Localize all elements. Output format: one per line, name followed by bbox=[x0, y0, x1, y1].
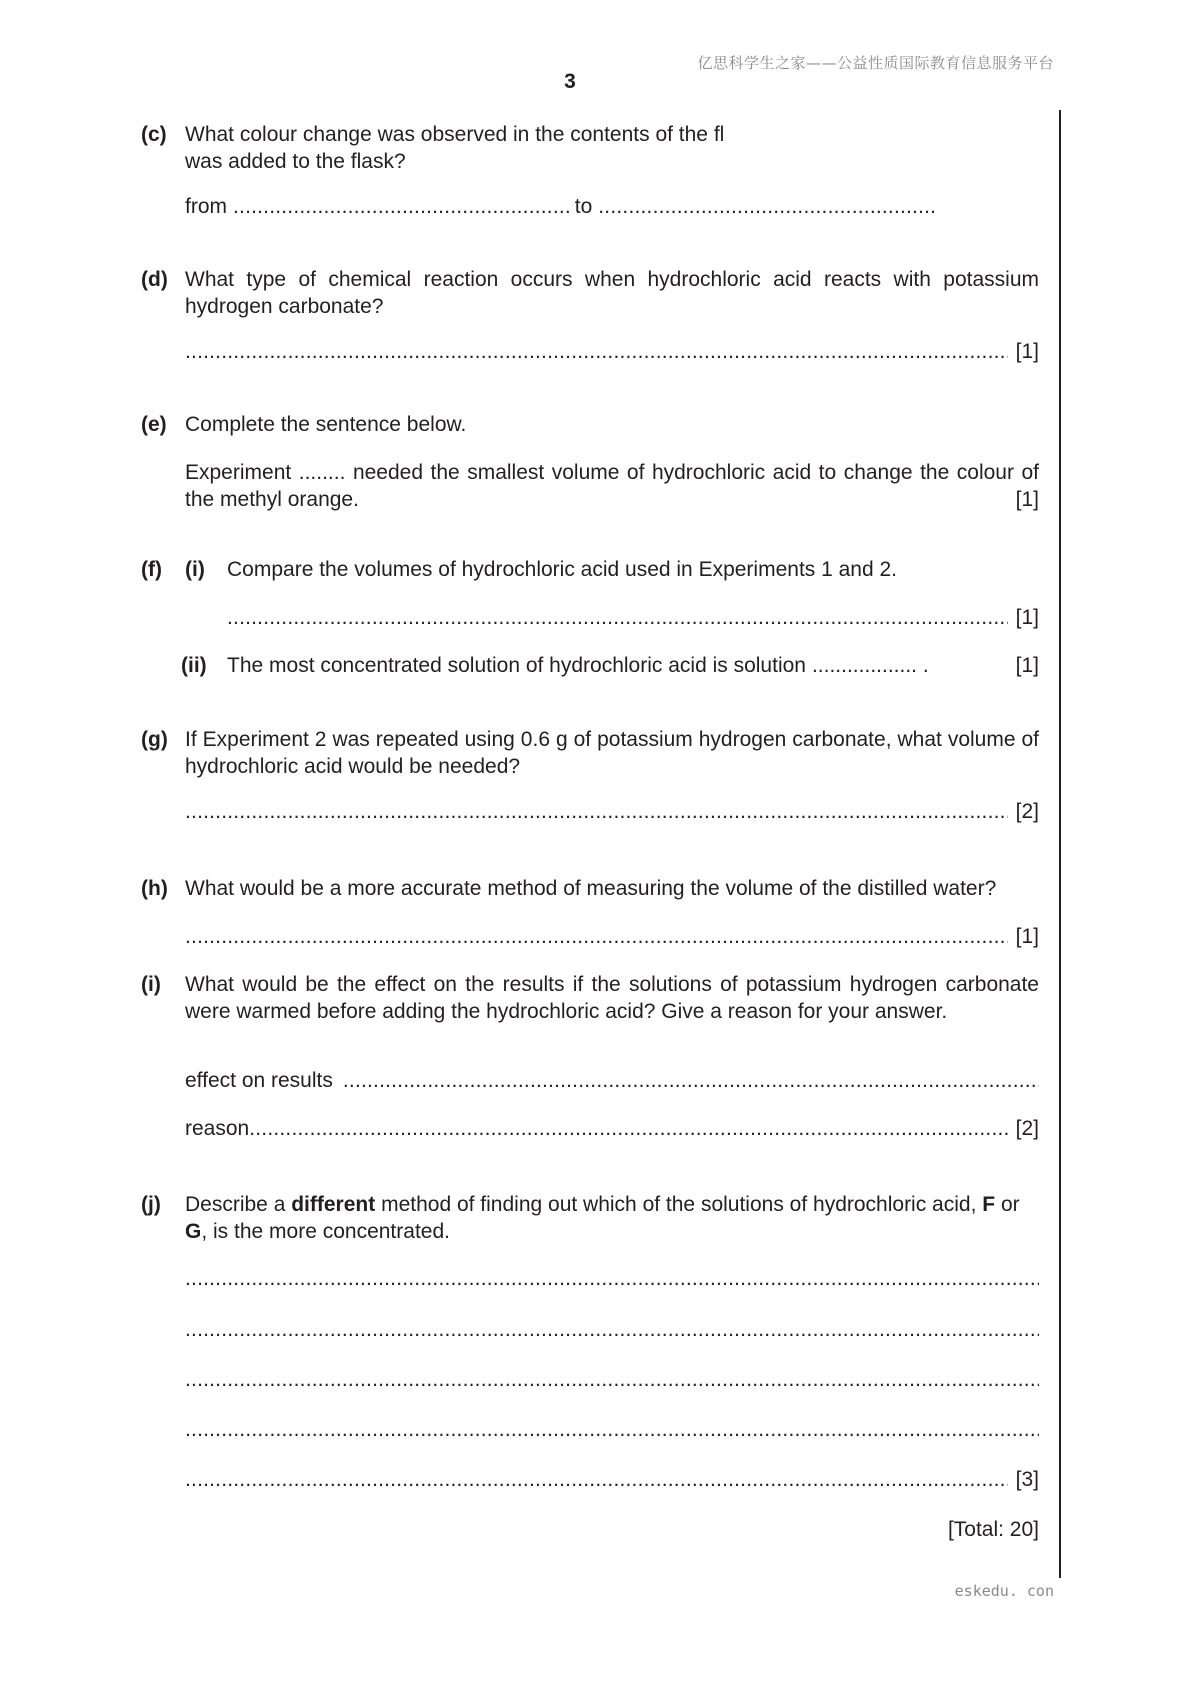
answer-line-from[interactable] bbox=[233, 193, 569, 220]
marks: [3] bbox=[1015, 1468, 1039, 1491]
answer-line[interactable] bbox=[343, 1067, 1039, 1094]
question-text: Describe a different method of finding out which of the solutions of hydrochloric acid, F or G, is the more concentrated. bbox=[185, 1193, 1020, 1243]
question-label: (d) bbox=[141, 268, 168, 291]
sub-question-label: (ii) bbox=[181, 654, 207, 677]
marks: [2] bbox=[1015, 800, 1039, 823]
total-marks: [Total: 20] bbox=[947, 1518, 1039, 1541]
answer-row bbox=[185, 1416, 1039, 1443]
answer-line[interactable] bbox=[185, 338, 1008, 365]
question-text: Complete the sentence below. bbox=[185, 413, 467, 436]
question-f bbox=[141, 556, 1039, 686]
question-h bbox=[141, 875, 1039, 948]
answer-row bbox=[185, 1316, 1039, 1343]
answer-row bbox=[185, 338, 1039, 365]
reason-answer-row: reason ..... [2] bbox=[185, 1115, 1039, 1142]
marks: [2] bbox=[1015, 1117, 1039, 1140]
question-text: What colour change was observed in the contents of the fl was added to the flask? bbox=[185, 123, 725, 173]
colour-change-answer: from ..... to ..... bbox=[185, 193, 934, 220]
watermark-top: 亿思科学生之家——公益性质国际教育信息服务平台 bbox=[697, 54, 1054, 72]
question-text: Compare the volumes of hydrochloric acid used in Experiments 1 and 2. bbox=[227, 558, 898, 581]
answer-blank[interactable]: ........ bbox=[298, 461, 346, 484]
question-label: (h) bbox=[141, 877, 168, 900]
answer-line[interactable] bbox=[185, 798, 1008, 825]
answer-row bbox=[185, 1466, 1039, 1493]
answer-row bbox=[185, 798, 1039, 825]
margin-line bbox=[1059, 110, 1061, 1578]
question-label: (e) bbox=[141, 413, 167, 436]
sentence-completion: Experiment ........ needed the smallest volume of hydrochloric acid to change the colour of the methyl orange. bbox=[185, 461, 1039, 511]
answer-blank[interactable]: .................. . bbox=[811, 654, 929, 677]
answer-row: The most concentrated solution of hydrochloric acid is solution .................. . [1] bbox=[227, 654, 1039, 677]
marks: [1] bbox=[1015, 488, 1039, 511]
answer-line[interactable] bbox=[185, 1416, 1039, 1443]
marks: [1] bbox=[1015, 654, 1039, 677]
answer-line[interactable] bbox=[185, 1316, 1039, 1343]
question-label: (j) bbox=[141, 1193, 161, 1216]
answer-line-to[interactable] bbox=[598, 193, 934, 220]
answer-line[interactable] bbox=[227, 604, 1008, 631]
answer-line[interactable] bbox=[185, 923, 1008, 950]
answer-line[interactable] bbox=[185, 1366, 1039, 1393]
marks-row bbox=[185, 486, 1039, 513]
marks: [1] bbox=[1015, 340, 1039, 363]
answer-row bbox=[227, 604, 1039, 631]
question-d bbox=[141, 266, 1039, 366]
question-text: What would be a more accurate method of measuring the volume of the distilled water? bbox=[185, 877, 997, 900]
answer-row bbox=[185, 1265, 1039, 1292]
question-i bbox=[141, 971, 1039, 1151]
question-text: What would be the effect on the results if the solutions of potassium hydrogen carbonate were warmed before adding the hydrochloric acid? Give a reason for your answer. bbox=[185, 973, 1039, 1023]
page-number: 3 bbox=[564, 70, 576, 93]
answer-line[interactable] bbox=[185, 1265, 1039, 1292]
watermark-bottom: eskedu. con bbox=[954, 1582, 1054, 1600]
question-text: If Experiment 2 was repeated using 0.6 g of potassium hydrogen carbonate, what volume of hydrochloric acid would be needed? bbox=[185, 728, 1039, 778]
effect-answer-row: effect on results ..... bbox=[185, 1067, 1039, 1094]
question-j bbox=[141, 1191, 1039, 1551]
question-e bbox=[141, 411, 1039, 511]
answer-line[interactable] bbox=[185, 1466, 1008, 1493]
question-label: (c) bbox=[141, 123, 167, 146]
marks: [1] bbox=[1015, 606, 1039, 629]
question-c bbox=[141, 121, 1039, 231]
marks: [1] bbox=[1015, 925, 1039, 948]
question-label: (f) bbox=[141, 558, 162, 581]
question-label: (g) bbox=[141, 728, 168, 751]
question-text: What type of chemical reaction occurs when hydrochloric acid reacts with potassium hydrogen carbonate? bbox=[185, 268, 1039, 318]
answer-row bbox=[185, 923, 1039, 950]
sub-question-label: (i) bbox=[185, 558, 205, 581]
question-label: (i) bbox=[141, 973, 161, 996]
question-g bbox=[141, 726, 1039, 826]
answer-line[interactable] bbox=[249, 1115, 1007, 1142]
answer-row bbox=[185, 1366, 1039, 1393]
